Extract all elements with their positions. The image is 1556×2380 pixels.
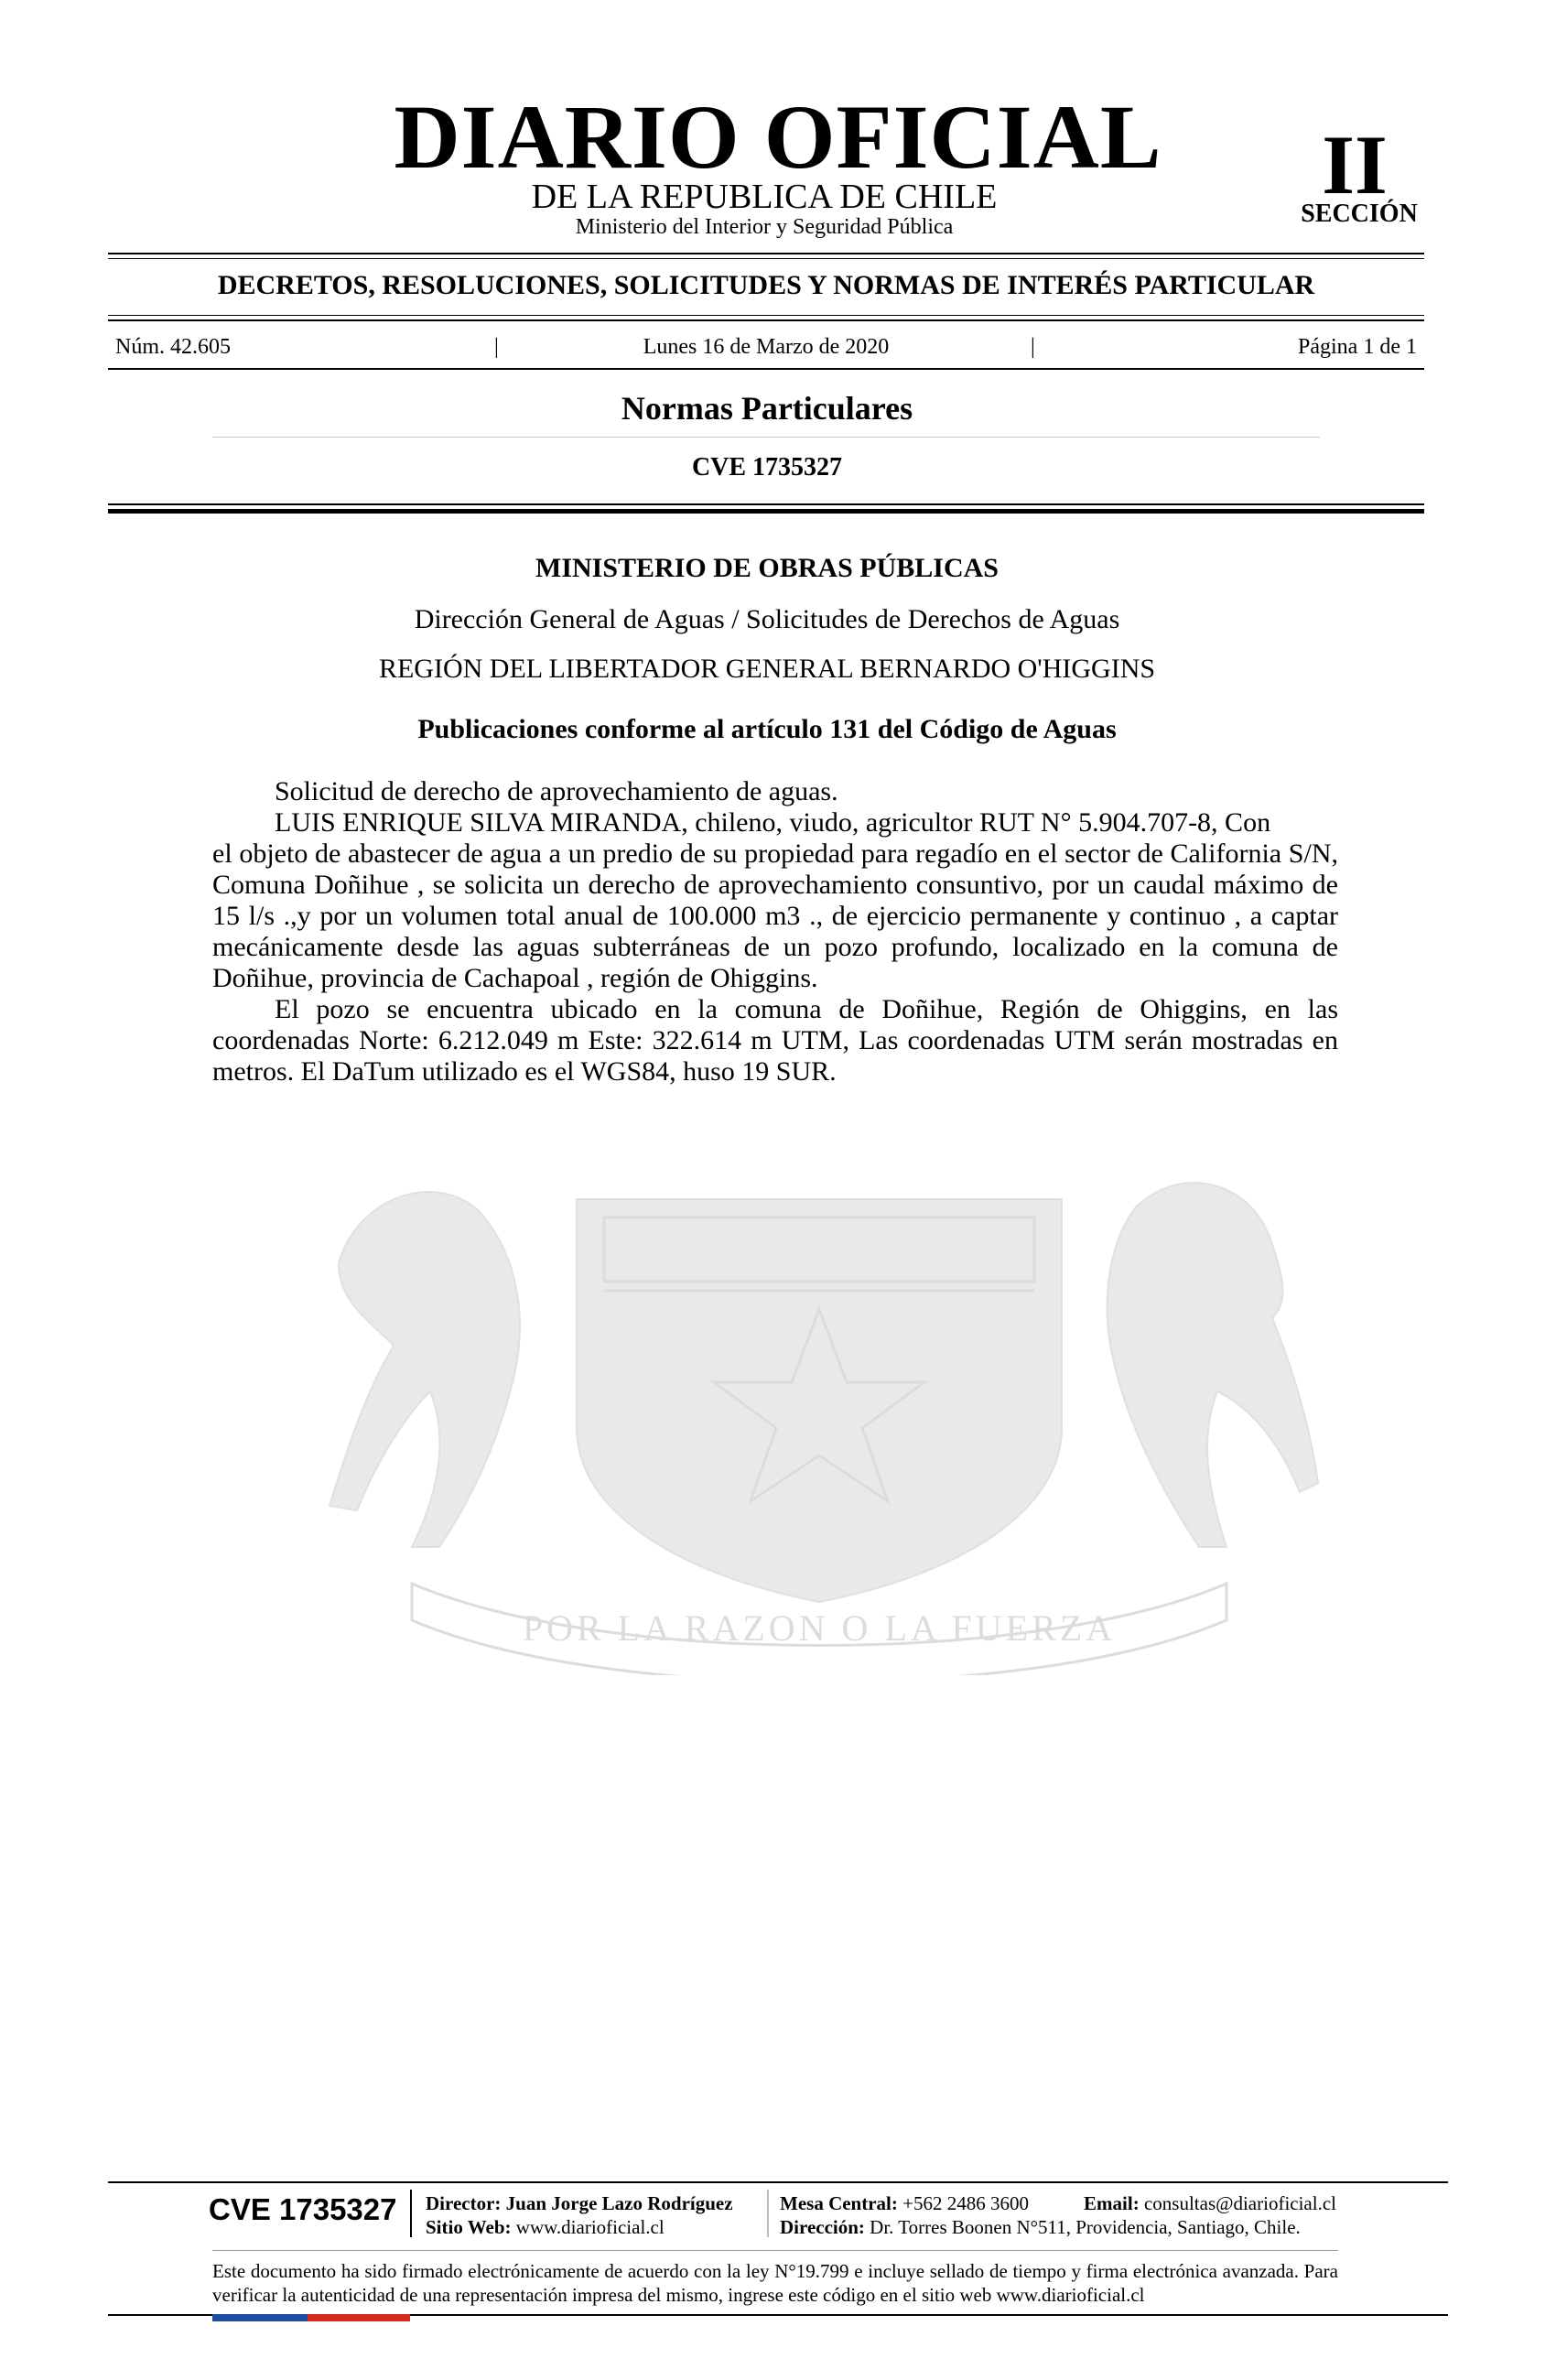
issue-page: Página 1 de 1 — [1298, 335, 1417, 359]
issue-separator: | — [1031, 335, 1035, 359]
masthead-ministry: Ministerio del Interior y Seguridad Pública — [575, 215, 954, 239]
footer-divider — [767, 2190, 769, 2237]
email-label: Email: — [1084, 2192, 1140, 2214]
section-heading: Normas Particulares — [621, 390, 913, 427]
coat-of-arms-watermark-icon — [302, 1034, 1336, 1675]
section-number: II — [1322, 118, 1388, 211]
footer-contact-column — [780, 2191, 1336, 2239]
body-paragraph: LUIS ENRIQUE SILVA MIRANDA, chileno, viudo, agricultor RUT N° 5.904.707-8, Con — [275, 807, 1271, 838]
body-paragraph: el objeto de abastecer de agua a un predio de su propiedad para regadío en el sector de California S/N, Comuna Doñihue , se solicita un derecho de aprovechamiento consuntivo, por un caudal máximo de 15 l/s .,y por un volumen total anual de 100.000 m3 ., de ejercicio permanente y continuo , a captar mecánicamente desde las aguas subterráneas de un pozo profundo, localizado en la comuna de Doñihue, provincia de Cachapoal , región de Ohiggins. — [212, 838, 1338, 993]
publication-title: Publicaciones conforme al artículo 131 del Código de Aguas — [417, 714, 1117, 744]
section-divider — [212, 437, 1320, 438]
document-region: REGIÓN DEL LIBERTADOR GENERAL BERNARDO O'HIGGINS — [378, 654, 1156, 684]
header-rule-top-thin — [108, 258, 1424, 259]
flag-stripe-blue — [212, 2314, 308, 2321]
masthead-subtitle: DE LA REPUBLICA DE CHILE — [531, 178, 998, 216]
director-name: Juan Jorge Lazo Rodríguez — [505, 2192, 733, 2214]
masthead-title: DIARIO OFICIAL — [394, 86, 1162, 188]
document-body — [212, 776, 1338, 1087]
footer-inner-rule — [212, 2250, 1338, 2251]
issue-rule — [108, 368, 1424, 370]
address-label: Dirección: — [780, 2216, 865, 2238]
footer-cve-code: CVE 1735327 — [209, 2192, 397, 2226]
header-rule-top — [108, 253, 1424, 254]
phone-label: Mesa Central: — [780, 2192, 898, 2214]
cve-code: CVE 1735327 — [691, 453, 843, 481]
document-direction: Dirección General de Aguas / Solicitudes de Derechos de Aguas — [414, 604, 1120, 634]
issue-bar — [108, 331, 1424, 368]
email-link[interactable]: consultas@diarioficial.cl — [1143, 2192, 1336, 2214]
director-label: Director: — [426, 2192, 502, 2214]
flag-stripe-red — [308, 2314, 410, 2321]
footer-legal-notice: Este documento ha sido firmado electrónicamente de acuerdo con la ley N°19.799 e incluye sellado de tiempo y firma electrónica avanzada. Para verificar la autenticidad de una representación impresa del mismo, ingrese este código en el sitio web www.diarioficial.cl — [212, 2260, 1338, 2306]
website-link[interactable]: www.diarioficial.cl — [515, 2216, 665, 2238]
body-paragraph: Solicitud de derecho de aprovechamiento de aguas. — [275, 776, 838, 806]
header-rule-mid — [108, 319, 1424, 321]
footer-rule — [108, 2181, 1448, 2183]
footer-director-column — [426, 2191, 733, 2239]
phone-number: +562 2486 3600 — [902, 2192, 1029, 2214]
issue-number: Núm. 42.605 — [115, 335, 231, 359]
body-paragraph: El pozo se encuentra ubicado en la comuna de Doñihue, Región de Ohiggins, en las coordenadas Norte: 6.212.049 m Este: 322.614 m UTM, Las coordenadas UTM serán mostradas en metros. El DaTum utilizado es el WGS84, huso 19 SUR. — [212, 994, 1338, 1087]
document-ministry: MINISTERIO DE OBRAS PÚBLICAS — [535, 553, 999, 583]
website-label: Sitio Web: — [426, 2216, 512, 2238]
cve-rule-thin — [108, 503, 1424, 505]
issue-date: Lunes 16 de Marzo de 2020 — [643, 335, 890, 359]
header-rule-mid-thin — [108, 315, 1424, 316]
cve-rule-thick — [108, 509, 1424, 514]
section-label: SECCIÓN — [1301, 200, 1418, 228]
header-category: DECRETOS, RESOLUCIONES, SOLICITUDES Y NORMAS DE INTERÉS PARTICULAR — [217, 270, 1315, 300]
address-text: Dr. Torres Boonen N°511, Providencia, Santiago, Chile. — [870, 2216, 1301, 2238]
issue-separator: | — [494, 335, 499, 359]
watermark-motto: POR LA RAZON O LA FUERZA — [522, 1607, 1117, 1649]
footer-divider — [410, 2190, 412, 2237]
